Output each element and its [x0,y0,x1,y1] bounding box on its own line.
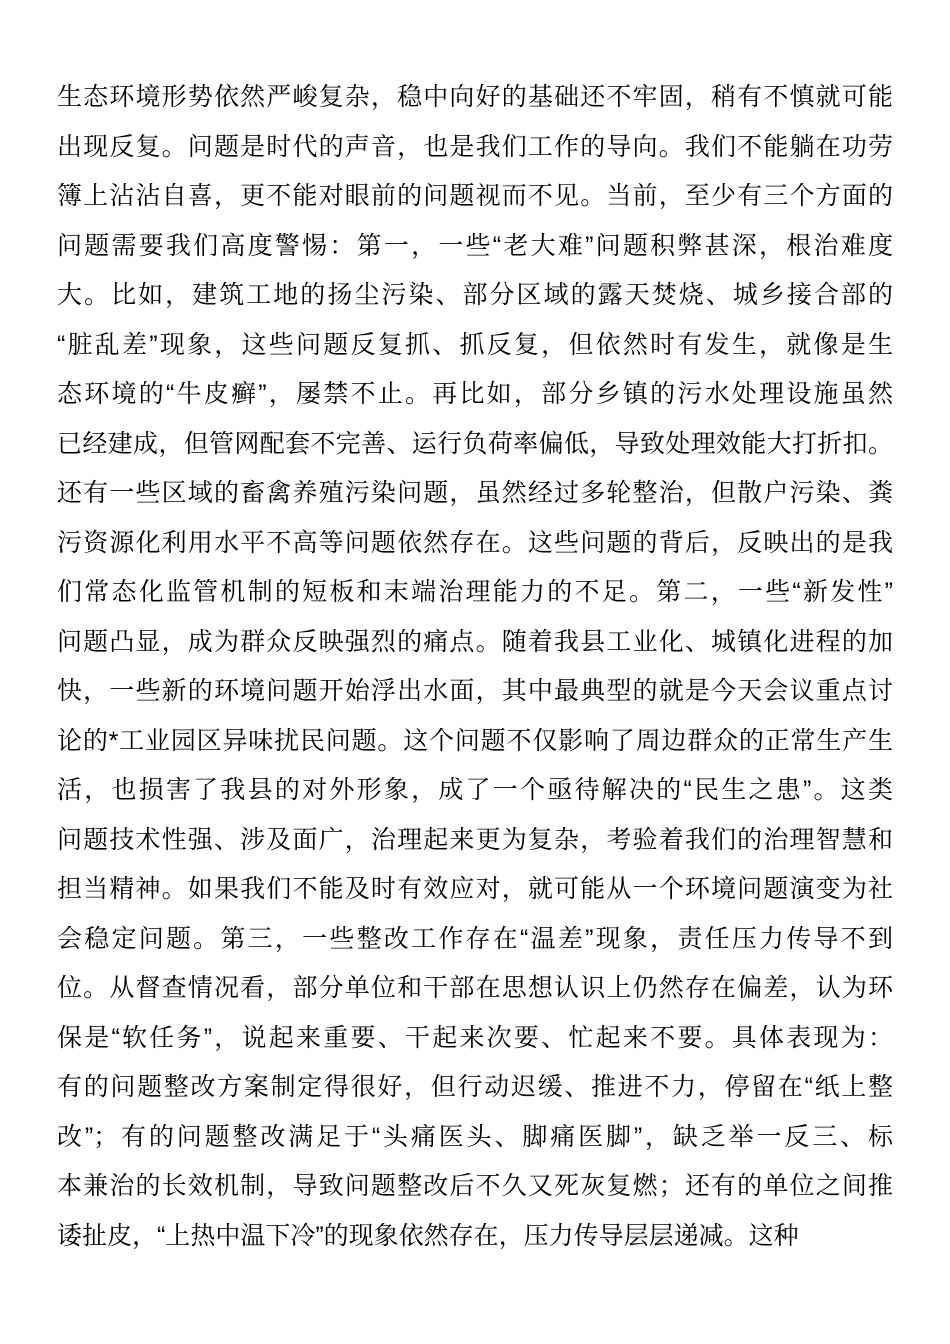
text-line: 态环境的“牛皮癣”，屡禁不止。再比如，部分乡镇的污水处理设施虽然 [57,380,893,408]
text-line: 已经建成，但管网配套不完善、运行负荷率偏低，导致处理效能大打折扣。 [57,429,893,458]
text-line: 位。从督查情况看，部分单位和干部在思想认识上仍然存在偏差，认为环 [57,974,893,1002]
text-line: 污资源化利用水平不高等问题依然存在。这些问题的背后，反映出的是我 [57,528,893,557]
document-body [57,73,893,1261]
text-line: 论的*工业园区异味扰民问题。这个问题不仅影响了周边群众的正常生产生 [57,726,893,755]
text-line: 问题凸显，成为群众反映强烈的痛点。随着我县工业化、城镇化进程的加 [57,627,893,656]
text-line: 生态环境形势依然严峻复杂，稳中向好的基础还不牢固，稍有不慎就可能 [57,83,893,111]
text-line: 出现反复。问题是时代的声音，也是我们工作的导向。我们不能躺在功劳 [57,132,893,161]
text-line: 保是“软任务”，说起来重要、干起来次要、忙起来不要。具体表现为： [57,1023,893,1052]
text-line: 还有一些区域的畜禽养殖污染问题，虽然经过多轮整治，但散户污染、粪 [57,479,893,507]
text-line: “脏乱差”现象，这些问题反复抓、抓反复，但依然时有发生，就像是生 [57,330,893,359]
text-line: 担当精神。如果我们不能及时有效应对，就可能从一个环境问题演变为社 [57,875,893,903]
text-line: 诿扯皮，“上热中温下冷”的现象依然存在，压力传导层层递减。这种 [57,1221,799,1250]
text-line: 快，一些新的环境问题开始浮出水面，其中最典型的就是今天会议重点讨 [57,677,893,705]
text-line: 活，也损害了我县的对外形象，成了一个亟待解决的“民生之患”。这类 [57,776,893,804]
text-line: 会稳定问题。第三，一些整改工作存在“温差”现象，责任压力传导不到 [57,924,893,953]
text-line: 本兼治的长效机制，导致问题整改后不久又死灰复燃；还有的单位之间推 [57,1172,893,1200]
text-line: 问题需要我们高度警惕：第一，一些“老大难”问题积弊甚深，根治难度 [57,231,893,260]
text-line: 们常态化监管机制的短板和末端治理能力的不足。第二，一些“新发性” [57,578,893,606]
text-line: 簿上沾沾自喜，更不能对眼前的问题视而不见。当前，至少有三个方面的 [57,182,893,210]
text-line: 问题技术性强、涉及面广，治理起来更为复杂，考验着我们的治理智慧和 [57,825,893,854]
text-line: 改”；有的问题整改满足于“头痛医头、脚痛医脚”，缺乏举一反三、标 [57,1122,893,1151]
text-line: 有的问题整改方案制定得很好，但行动迟缓、推进不力，停留在“纸上整 [57,1073,893,1101]
text-line: 大。比如，建筑工地的扬尘污染、部分区域的露天焚烧、城乡接合部的 [57,281,893,309]
